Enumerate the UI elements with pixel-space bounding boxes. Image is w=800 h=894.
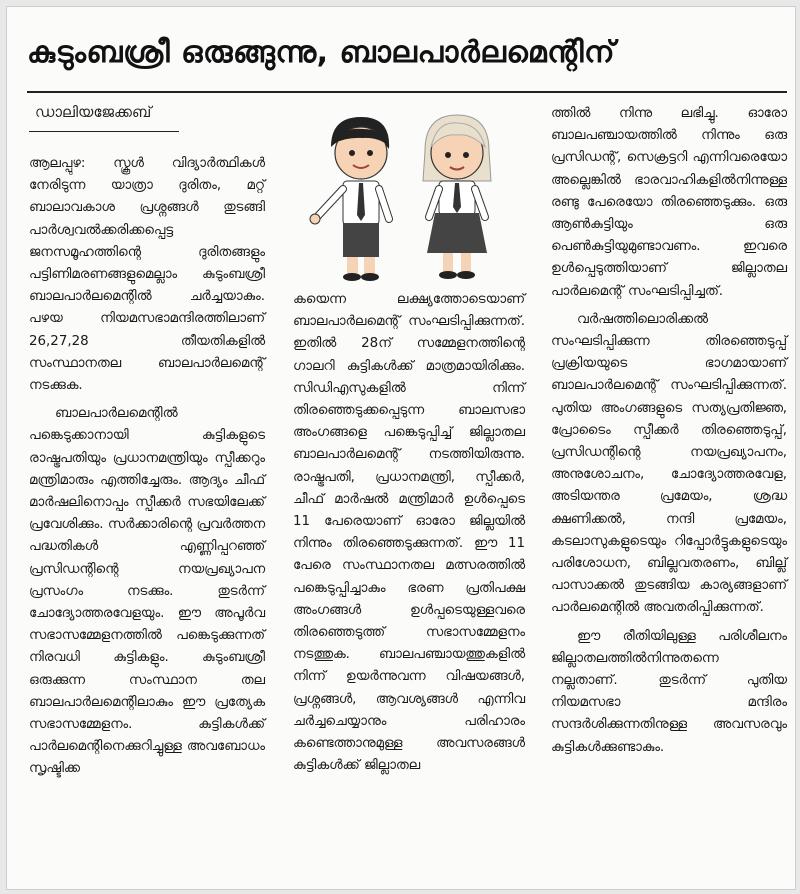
column-2 bbox=[293, 289, 525, 783]
paragraph: ആലപ്പുഴ: സ്കൂൾ വിദ്യാർത്ഥികൾ നേരിടുന്ന യാത്രാ ദുരിതം, മറ്റ് ബാലാവകാശ പ്രശ്നങ്ങൾ തുടങ്ങി പാർശ്വവൽക്കരിക്കപ്പെട്ട ജനസമൂഹത്തിന്റെ ദുരിതങ്ങളും പട്ടിണിമരണങ്ങളുമെല്ലാം കുടുംബശ്രീ ബാലപാർലമെന്റിൽ ചർച്ചയാകും. പഴയ നിയമസഭാമന്ദിരത്തിലാണ് 26,27,28 തീയതികളിൽ സംസ്ഥാനതല ബാലപാർലമെന്റ് നടക്കുക. bbox=[29, 156, 265, 394]
headline: കുടുംബശ്രീ ഒരുങ്ങുന്നു, ബാലപാർലമെന്റിന് bbox=[27, 35, 616, 70]
headline-rule bbox=[27, 91, 787, 93]
boy-figure bbox=[310, 117, 389, 281]
girl-figure bbox=[423, 115, 491, 279]
column-1 bbox=[29, 153, 265, 787]
byline-rule bbox=[29, 131, 179, 132]
newspaper-clipping bbox=[6, 6, 796, 890]
paragraph: കയെന്ന ലക്ഷ്യത്തോടെയാണ് ബാലപാർലമെന്റ് സംഘടിപ്പിക്കുന്നത്. ഇതിൽ 28ന് സമ്മേളനത്തിന്റെ ഗാലറി കുട്ടികൾക്ക് മാത്രമായിരിക്കും. സിഡിഎസുകളിൽ നിന്ന് തിരഞ്ഞെടുക്കപ്പെടുന്ന ബാലസഭാ അംഗങ്ങളെ പങ്കെടുപ്പിച്ച് ജില്ലാതല ബാലപാർലമെന്റ് നടത്തിയിരുന്നു. രാഷ്ട്രപതി, പ്രധാനമന്ത്രി, സ്പീക്കർ, ചീഫ് മാർഷൽ മന്ത്രിമാർ ഉൾപ്പെടെ 11 പേരെയാണ് ഓരോ ജില്ലയിൽ നിന്നും തിരഞ്ഞെടുക്കുന്നത്. ഈ 11 പേരെ സംസ്ഥാനതല മത്സരത്തിൽ പങ്കെടുപ്പിച്ചാകും ഭരണ പ്രതിപക്ഷ അംഗങ്ങൾ ഉൾപ്പടെയുള്ളവരെ തിരഞ്ഞെടുത്ത് സഭാസമ്മേളനം നടത്തുക. ബാലപഞ്ചായത്തുകളിൽ നിന്ന് ഉയർന്നുവന്ന വിഷയങ്ങൾ, പ്രശ്നങ്ങൾ, ആവശ്യങ്ങൾ എന്നിവ ചർച്ചചെയ്യാനും പരിഹാരം കണ്ടെത്താനുമുള്ള അവസരങ്ങൾ കുട്ടികൾക്ക് ജില്ലാതല bbox=[293, 292, 525, 774]
byline: ഡാലിയജേക്കബ് bbox=[35, 103, 152, 121]
children-illustration bbox=[291, 107, 527, 285]
paragraph: വർഷത്തിലൊരിക്കൽ സംഘടിപ്പിക്കുന്ന തിരഞ്ഞെടുപ്പ് പ്രക്രിയയുടെ ഭാഗമായാണ് ബാലപാർലമെന്റ് സംഘടിപ്പിക്കുന്നത്. പുതിയ അംഗങ്ങളുടെ സത്യപ്രതിജ്ഞ, പ്രോടൈം സ്പീക്കർ തിരഞ്ഞെടുപ്പ്, പ്രസിഡന്റിന്റെ നയപ്രഖ്യാപനം, അനുശോചനം, ചോദ്യോത്തരവേള, അടിയന്തര പ്രമേയം, ശ്രദ്ധ ക്ഷണിക്കൽ, നന്ദി പ്രമേയം, കടലാസുകളുടെയും റിപ്പോർട്ടുകളുടെയും പരിശോധന, ബില്ലവതരണം, ബില്ല് പാസാക്കൽ തുടങ്ങിയ കാര്യങ്ങളാണ് പാർലമെന്റിൽ അവതരിപ്പിക്കുന്നത്. bbox=[551, 311, 787, 616]
column-3 bbox=[551, 103, 787, 765]
paragraph: ബാലപാർലമെന്റിൽ പങ്കെടുക്കാനായി കുട്ടികളുടെ രാഷ്ട്രപതിയും പ്രധാനമന്ത്രിയും സ്പീക്കറും മന്ത്രിമാരും എത്തിച്ചേരും. ആദ്യം ചീഫ് മാർഷലിനൊപ്പം സ്പീക്കർ സഭയിലേക്ക് പ്രവേശിക്കും. സർക്കാരിന്റെ പ്രവർത്തന പദ്ധതികൾ എണ്ണിപ്പറഞ്ഞ് പ്രസിഡന്റിന്റെ നയപ്രഖ്യാപന പ്രസംഗം നടക്കും. തുടർന്ന് ചോദ്യോത്തരവേളയും. ഈ അപൂർവ സഭാസമ്മേളനത്തിൽ പങ്കെടുക്കുന്നത് നിരവധി കുട്ടികളും. കുടുംബശ്രീ ഒരുക്കുന്ന സംസ്ഥാന തല ബാലപാർലമെന്റിലാകും ഈ പ്രത്യേക സഭാസമ്മേളനം. കുട്ടികൾക്ക് പാർലമെന്റിനെക്കുറിച്ചുള്ള അവബോധം സൃഷ്ടിക്ക bbox=[29, 406, 265, 777]
paragraph: ഈ രീതിയിലുള്ള പരിശീലനം ജില്ലാതലത്തിൽനിന്നുതന്നെ നല്ലതാണ്. തുടർന്ന് പുതിയ നിയമസഭാ മന്ദിരം സന്ദർശിക്കുന്നതിനുള്ള അവസരവും കുട്ടികൾക്കുണ്ടാകും. bbox=[551, 628, 787, 755]
paragraph: ത്തിൽ നിന്നു ലഭിച്ചു. ഓരോ ബാലപഞ്ചായത്തിൽ നിന്നും ഒരു പ്രസിഡന്റ്, സെക്രട്ടറി എന്നിവരെയോ അല്ലെങ്കിൽ ഭാരവാഹികളിൽനിന്നുള്ള രണ്ടു പേരെയോ തിരഞ്ഞെടുക്കും. ഒരു ആൺകുട്ടിയും ഒരു പെൺകുട്ടിയുമുണ്ടാവണം. ഇവരെ ഉൾപ്പെടുത്തിയാണ് ജില്ലാതല പാർലമെന്റ് സംഘടിപ്പിച്ചത്. bbox=[551, 106, 787, 299]
